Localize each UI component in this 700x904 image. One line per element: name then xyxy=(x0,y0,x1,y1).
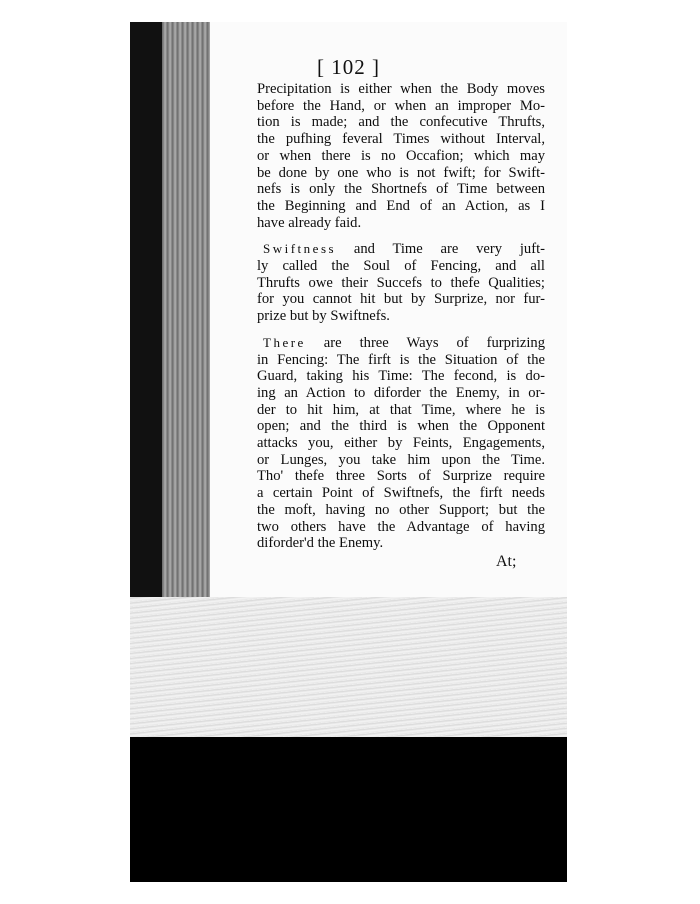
text-line: have already faid. xyxy=(257,214,362,231)
text-line: are three Ways of furprizing xyxy=(305,334,545,351)
text-line: ly called the Soul of Fencing, and all xyxy=(257,258,545,275)
page-number: [ 102 ] xyxy=(317,55,380,79)
text-line: be done by one who is not fwift; for Swift- xyxy=(257,164,545,181)
text-line: tion is made; and the confecutive Thrufts, xyxy=(257,114,545,131)
text-line: a certain Point of Swiftnefs, the firft needs xyxy=(257,485,545,502)
text-line: diforder'd the Enemy. xyxy=(257,535,384,552)
text-line: or Lunges, you take him upon the Time. xyxy=(257,451,545,468)
text-line: open; and the third is when the Opponent xyxy=(257,418,545,435)
text-line: attacks you, either by Feints, Engagements, xyxy=(257,435,545,452)
text-line: Precipitation is either when the Body moves xyxy=(257,81,545,97)
text-line-lead xyxy=(257,241,545,258)
body-text xyxy=(257,81,545,562)
text-line: der to hit him, at that Time, where he is xyxy=(257,401,545,418)
text-line: the moft, having no other Support; but the xyxy=(257,501,545,518)
text-line: for you cannot hit but by Surprize, nor fur- xyxy=(257,291,545,308)
book-spine xyxy=(162,22,210,597)
text-line: Thrufts owe their Succefs to thefe Qualities; xyxy=(257,274,545,291)
text-line: before the Hand, or when an improper Mo- xyxy=(257,97,545,114)
text-line-lead xyxy=(257,335,545,352)
small-caps-lead: Swiftness xyxy=(263,241,337,257)
text-line: Guard, taking his Time: The fecond, is do- xyxy=(257,368,545,385)
small-caps-lead: There xyxy=(263,334,306,350)
paragraph-1 xyxy=(257,81,545,231)
paragraph-2 xyxy=(257,241,545,325)
text-line: prize but by Swiftnefs. xyxy=(257,308,390,325)
page-edges xyxy=(130,597,567,737)
paragraph-3 xyxy=(257,335,545,552)
catchword: At; xyxy=(496,553,517,570)
scanned-page xyxy=(130,22,567,882)
book-gutter-shadow xyxy=(130,22,162,597)
text-line: Tho' thefe three Sorts of Surprize require xyxy=(257,468,545,485)
text-line: nefs is only the Shortnefs of Time between xyxy=(257,181,545,198)
text-line: ing an Action to diforder the Enemy, in or- xyxy=(257,384,545,401)
text-line: and Time are very juft- xyxy=(336,241,545,258)
text-line: in Fencing: The firft is the Situation of the xyxy=(257,351,545,368)
text-line: the pufhing feveral Times without Interval, xyxy=(257,131,545,148)
text-line: or when there is no Occafion; which may xyxy=(257,147,545,164)
text-line: the Beginning and End of an Action, as I xyxy=(257,197,545,214)
text-line: two others have the Advantage of having xyxy=(257,518,545,535)
